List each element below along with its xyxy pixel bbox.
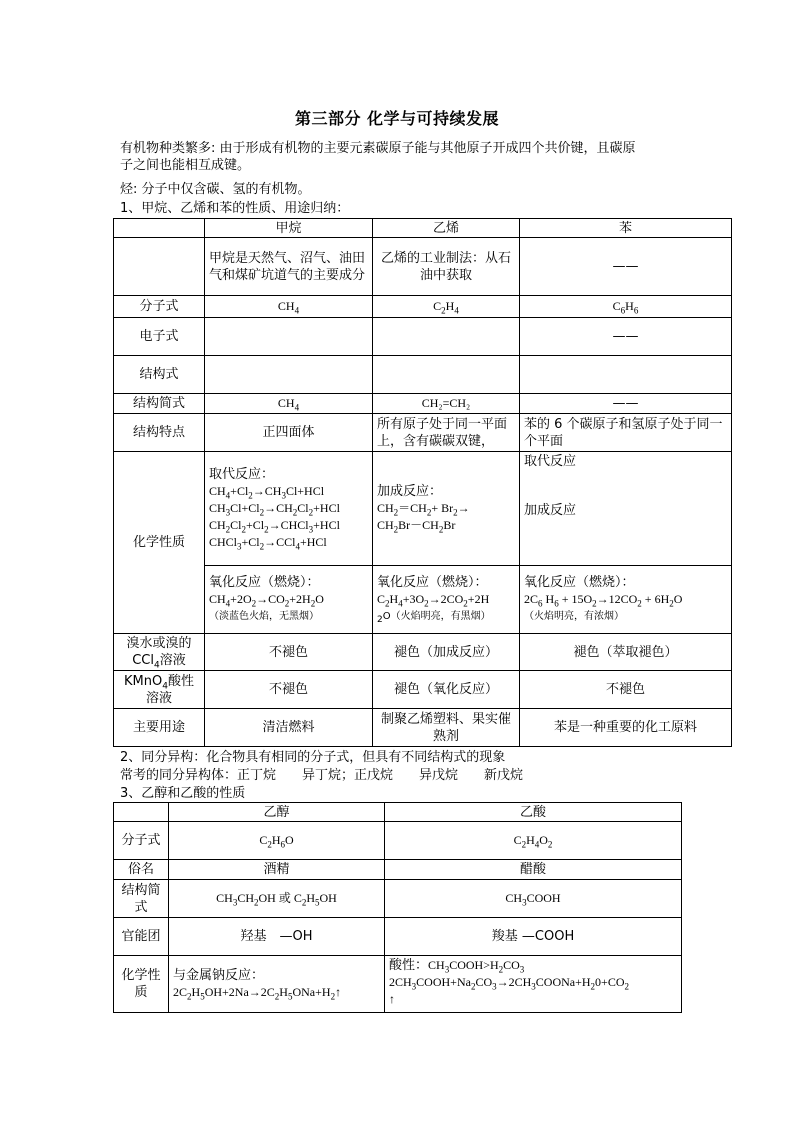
isomer-examples: 常考的同分异构体：正丁烷 异丁烷；正戊烷 异戊烷 新戊烷 [120,768,524,783]
methane-formula: $CH_4$ [205,296,373,318]
ethylene-formula: $C_2H_4$ [373,296,520,318]
table-header-row [114,219,732,238]
methane-substitution-reactions: 取代反应： $CH_4+Cl_2\to CH_3Cl+HCl$ $CH_3Cl+Cl_2\to CH_2Cl_2+HCl$ $CH_2Cl_2+Cl_2\to CHCl_3+HCl$ $CHCl_3+Cl_2\to CCl_4+HCl$ [205,452,373,566]
table-row-structural-formula [114,356,732,394]
table-row-kmno4 [114,671,732,709]
ethanol-formula: $C_2H_6O$ [169,822,385,860]
methane-structure-feature: 正四面体 [205,414,373,452]
ethylene-kmno4-result: 褪色（氧化反应） [373,671,520,709]
methane-reaction-4: $CHCl_3+Cl_2\to CCl_4+HCl$ [209,535,327,552]
methane-reaction-2: $CH_3Cl+Cl_2\to CH_2Cl_2+HCl$ [209,501,340,518]
methane-oxidation: 氧化反应（燃烧）： $CH_4+2O_2\to CO_2+2H_2O$ （淡蓝色火焰，无黑烟） [205,566,373,634]
intro-line-2: 子之间也能相互成键。 [120,158,251,173]
row-label-simplified-structure: 结构简式 [114,394,205,414]
acetic-acid-formula: $C_2H_4O_2$ [385,822,682,860]
header-benzene: 苯 [520,219,732,238]
benzene-simplified-structure: —— [520,394,732,414]
table-row-common-name [114,860,682,880]
section-1-heading: 1、甲烷、乙烯和苯的性质、用途归纳： [120,201,350,216]
table-header-row [114,803,682,822]
row-label-kmno4: KMnO$_4$酸性 溶液 [114,671,205,709]
benzene-reaction-types [520,452,732,566]
methane-simplified-structure: $CH_4$ [205,394,373,414]
section-3-heading: 3、乙醇和乙酸的性质 [120,786,246,801]
benzene-kmno4-result: 不褪色 [520,671,732,709]
benzene-bromine-result: 褪色（萃取褪色） [520,634,732,671]
table-row-main-uses [114,709,732,747]
alcohol-acid-table [113,802,682,1013]
table-row-chemical-properties-oxidation [114,566,732,634]
benzene-oxidation: 氧化反应（燃烧）： $2C_6$ $H_6 + 15O_2\to 12CO_2 + 6H_2O$ （火焰明亮，有浓烟） [520,566,732,634]
benzene-substitution-label: 取代反应 [524,454,577,469]
acetic-acid-chemical-properties: 酸性：$CH_3COOH>H_2CO_3$ $2CH_3COOH+Na_2CO_3\to 2CH_3COONa+H_20+CO_2$ ↑ [385,956,682,1013]
ethylene-source: 乙烯的工业制法：从石油中获取 [373,238,520,296]
table-row-molecular-formula [114,296,732,318]
row-label-main-uses: 主要用途 [114,709,205,747]
row-label-molecular-formula: 分子式 [114,822,169,860]
methane-source: 甲烷是天然气、沼气、油田气和煤矿坑道气的主要成分 [205,238,373,296]
page-title: 第三部分 化学与可持续发展 [294,109,500,128]
acetic-acid-functional-group: 羧基 —COOH [385,918,682,956]
table-row-electron-formula [114,318,732,356]
table-row-bromine-water [114,634,732,671]
table-row-source [114,238,732,296]
corner-cell [114,219,205,238]
ethylene-oxidation: 氧化反应（燃烧）： $C_2H_4+3O_2\to 2CO_2+2H$ $_2$O（火焰明亮，有黑烟） [373,566,520,634]
row-label-functional-group: 官能团 [114,918,169,956]
hydrocarbon-definition: 烃: 分子中仅含碳、氢的有机物。 [120,182,311,197]
row-label-chemical-properties: 化学性质 [114,452,205,634]
benzene-addition-label: 加成反应 [524,503,577,518]
row-label-structural-formula: 结构式 [114,356,205,394]
row-label-bromine-water: 溴水或溴的 CCl$_4$溶液 [114,634,205,671]
table-row-chemical-properties [114,956,682,1013]
benzene-electron-formula: —— [520,318,732,356]
ethanol-common-name: 酒精 [169,860,385,880]
row-label-molecular-formula: 分子式 [114,296,205,318]
header-methane: 甲烷 [205,219,373,238]
table-row-chemical-properties-substitution [114,452,732,566]
methane-reaction-3: $CH_2Cl_2+Cl_2\to CHCl_3+HCl$ [209,518,340,535]
methane-bromine-result: 不褪色 [205,634,373,671]
row-label-structural-features: 结构特点 [114,414,205,452]
header-acetic-acid: 乙酸 [385,803,682,822]
ethylene-uses: 制聚乙烯塑料、果实催熟剂 [373,709,520,747]
table-row-molecular-formula [114,822,682,860]
benzene-source: —— [520,238,732,296]
intro-line-1: 有机物种类繁多: 由于形成有机物的主要元素碳原子能与其他原子开成四个共价键，且碳原 [120,141,636,156]
table-row-simplified-structure [114,880,682,918]
ethylene-structure-feature: 所有原子处于同一平面上，含有碳碳双键， [373,414,520,452]
acetic-acid-simplified-structure: $CH_3COOH$ [385,880,682,918]
acetic-acid-common-name: 醋酸 [385,860,682,880]
header-ethylene: 乙烯 [373,219,520,238]
benzene-formula: $C_6H_6$ [520,296,732,318]
ethylene-simplified-structure: CH₂=CH₂ [373,394,520,414]
methane-uses: 清洁燃料 [205,709,373,747]
benzene-uses: 苯是一种重要的化工原料 [520,709,732,747]
hydrocarbon-table [113,218,732,747]
ethylene-bromine-result: 褪色（加成反应） [373,634,520,671]
ethylene-addition-reaction: 加成反应： $CH_2=CH_2+ Br_2\to$ $CH_2Br-CH_2Br$ [373,452,520,566]
table-row-functional-group [114,918,682,956]
table-row-simplified-structure [114,394,732,414]
header-ethanol: 乙醇 [169,803,385,822]
isomer-definition: 2、同分异构：化合物具有相同的分子式，但具有不同结构式的现象 [120,750,506,765]
row-label-chemical-properties: 化学性质 [114,956,169,1013]
ethylene-reaction-1: $CH_2=CH_2+ Br_2\to$ [377,501,470,518]
ethanol-chemical-properties: 与金属钠反应： $2C_2H_5OH+2Na\to 2C_2H_5ONa+H_2↑$ [169,956,385,1013]
row-label-common-name: 俗名 [114,860,169,880]
benzene-structure-feature: 苯的 6 个碳原子和氢原子处于同一个平面 [520,414,732,452]
row-label-electron-formula: 电子式 [114,318,205,356]
ethanol-functional-group: 羟基 —OH [169,918,385,956]
methane-kmno4-result: 不褪色 [205,671,373,709]
methane-reaction-1: $CH_4+Cl_2\to CH_3Cl+HCl$ [209,484,325,501]
ethanol-simplified-structure: $CH_3CH_2OH$ 或 $C_2H_5OH$ [169,880,385,918]
row-label-simplified-structure: 结构简式 [114,880,169,918]
table-row-structural-features [114,414,732,452]
ethylene-reaction-2: $CH_2Br-CH_2Br$ [377,518,456,535]
